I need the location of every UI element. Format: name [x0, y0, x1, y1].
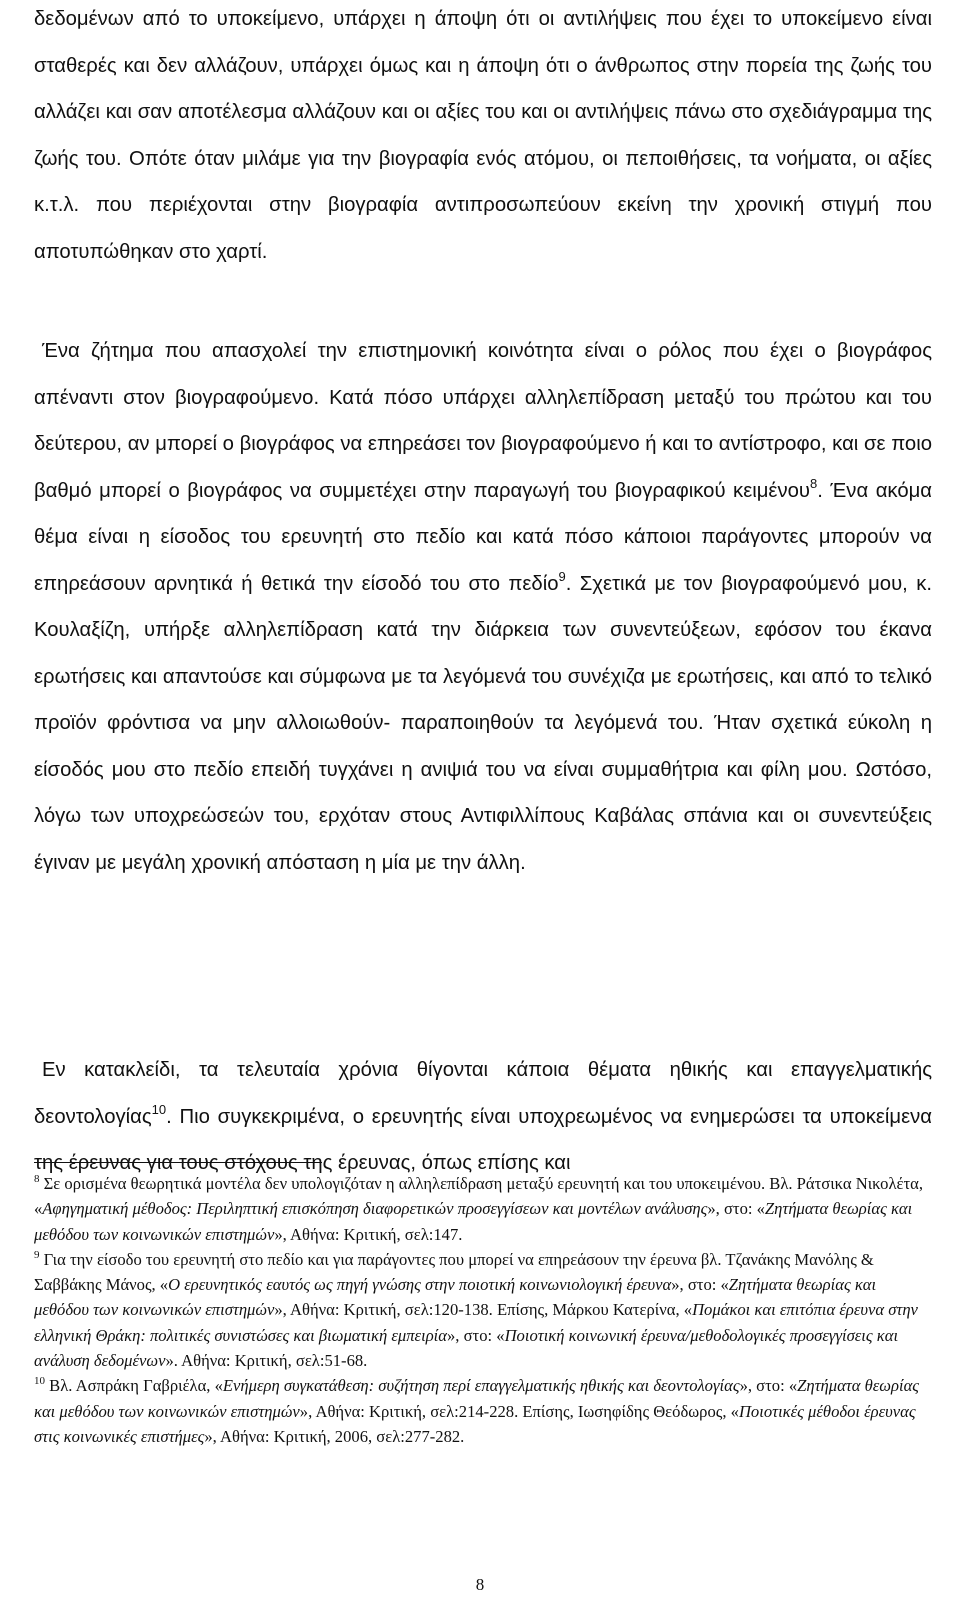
footnote-10: [34, 1373, 934, 1449]
footnote-text: », Αθήνα: Κριτική, σελ:120-138. Επίσης, Μάρκου Κατερίνα, «: [274, 1300, 693, 1320]
footnote-text: », στο: «: [447, 1325, 505, 1345]
footnote-text: », στο: «: [707, 1199, 765, 1219]
footnote-ref-10[interactable]: 10: [151, 1101, 167, 1117]
footnote-title: Ποιοτική κοινωνική έρευνα/μεθοδολογικές προσεγγίσεις και ανάλυση δεδομένων: [34, 1325, 899, 1371]
footnote-8: [34, 1171, 934, 1247]
footnote-text: ». Αθήνα: Κριτική, σελ:51-68.: [165, 1351, 368, 1371]
footnote-text: Βλ. Ασπράκη Γαβριέλα, «: [45, 1376, 223, 1396]
footnote-ref-9[interactable]: 9: [558, 568, 566, 584]
footnote-text: », στο: «: [739, 1376, 798, 1396]
footnotes: [34, 1171, 934, 1449]
paragraph-1: δεδομένων από το υποκείμενο, υπάρχει η άποψη ότι οι αντιλήψεις που έχει το υποκείμενο είναι σταθερές και δεν αλλάζουν, υπάρχει όμως και η άποψη ότι ο άνθρωπος στην πορεία της ζωής του αλλάζει και σαν αποτέλεσμα αλλάζουν και οι αξίες του και οι αντιλήψεις πάνω στο σχεδιάγραμμα της ζωής του. Οπότε όταν μιλάμε για την βιογραφία ενός ατόμου, οι πεποιθήσεις, τα νοήματα, οι αξίες κ.τ.λ. που περιέχονται στην βιογραφία αντιπροσωπεύουν εκείνη την χρονική στιγμή που αποτυπώθηκαν στο χαρτί.: [34, 8, 932, 263]
footnote-number: 9: [34, 1248, 40, 1261]
footnote-separator: [34, 1162, 322, 1163]
paragraph-3-text-1: Εν κατακλείδι, τα τελευταία χρόνια θίγονται κάποια θέματα ηθικής και επαγγελματικής δεοντολογίας: [34, 1059, 932, 1128]
footnote-number: 10: [34, 1375, 45, 1388]
footnote-title: Ζητήματα θεωρίας και μεθόδου των κοινωνικών επιστημών: [34, 1275, 877, 1320]
footnote-text: », Αθήνα: Κριτική, σελ:214-228. Επίσης, Ιωσηφίδης Θεόδωρος, «: [299, 1401, 739, 1421]
footnote-title: Ποιοτικές μέθοδοι έρευνας στις κοινωνικές επιστήμες: [34, 1401, 916, 1446]
paragraph-2: [34, 328, 932, 886]
footnote-text: Για την είσοδο του ερευνητή στο πεδίο και για παράγοντες που μπορεί να επηρεάσουν την έρευνα βλ. Τζανάκης Μανόλης & Σαββάκης Μάνος, «: [34, 1249, 874, 1295]
paragraph-2-text-2: . Ένα ακόμα θέμα είναι η είσοδος του ερευνητή στο πεδίο και κατά πόσο κάποιοι παράγοντες μπορούν να επηρεάσουν αρνητικά ή θετικά την είσοδό του στο πεδίο: [34, 479, 933, 595]
footnote-ref-8[interactable]: 8: [810, 475, 818, 491]
paragraph-3-text-2: . Πιο συγκεκριμένα, ο ερευνητής είναι υποχρεωμένος να ενημερώσει τα υποκείμενα της έρευνας για τους στόχους της έρευνας, όπως επίσης και: [34, 1105, 932, 1174]
paragraph-2-text-3: . Σχετικά με τον βιογραφούμενό μου, κ. Κουλαξίζη, υπήρξε αλληλεπίδραση κατά την διάρκεια των συνεντεύξεων, εφόσον του έκανα ερωτήσεις και απαντούσε και σύμφωνα με τα λεγόμενά του συνέχιζα με ερωτήσεις, και από το τελικό προϊόν φρόντισα να μην αλλοιωθούν- παραποιηθούν τα λεγόμενά του. Ήταν σχετικά εύκολη η είσοδός μου στο πεδίο επειδή τυγχάνει η ανιψιά του να είναι συμμαθήτρια και φίλη μου. Ωστόσο, λόγω των υποχρεώσεών του, ερχόταν στους Αντιφιλλίπους Καβάλας σπάνια και οι συνεντεύξεις έγιναν με μεγάλη χρονική απόσταση η μία με την άλλη.: [34, 572, 932, 874]
footnote-text: Σε ορισμένα θεωρητικά μοντέλα δεν υπολογιζόταν η αλληλεπίδραση μεταξύ ερευνητή και του υποκειμένου. Βλ. Ράτσικα Νικολέτα, «: [34, 1174, 923, 1219]
footnote-text: », στο: «: [671, 1275, 729, 1295]
paragraph-3: [34, 1047, 932, 1187]
footnote-title: Αφηγηματική μέθοδος: Περιληπτική επισκόπηση διαφορετικών προσεγγίσεων και μοντέλων ανάλυσης: [42, 1199, 708, 1219]
footnote-number: 8: [34, 1173, 40, 1185]
footnote-title: Ζητήματα θεωρίας και μεθόδου των κοινωνικών επιστημών: [34, 1199, 913, 1244]
footnote-title: Ενήμερη συγκατάθεση: συζήτηση περί επαγγελματικής ηθικής και δεοντολογίας: [222, 1376, 740, 1396]
footnote-title: Πομάκοι και επιτόπια έρευνα στην ελληνική Θράκη: πολιτικές συνιστώσες και βιωματική εμπειρία: [34, 1300, 918, 1345]
page-number: 8: [475, 1575, 485, 1594]
footnote-title: Ζητήματα θεωρίας και μεθόδου των κοινωνικών επιστημών: [34, 1376, 920, 1421]
paragraph-2-text-1: Ένα ζήτημα που απασχολεί την επιστημονική κοινότητα είναι ο ρόλος που έχει ο βιογράφος απέναντι στον βιογραφούμενο. Κατά πόσο υπάρχει αλληλεπίδραση μεταξύ του πρώτου και του δεύτερου, αν μπορεί ο βιογράφος να επηρεάσει τον βιογραφούμενο ή και το αντίστροφο, και σε ποιο βαθμό μπορεί ο βιογράφος να συμμετέχει στην παραγωγή του βιογραφικού κειμένου: [34, 340, 932, 502]
footnote-9: [34, 1247, 934, 1373]
footnote-title: Ο ερευνητικός εαυτός ως πηγή γνώσης στην ποιοτική κοινωνιολογική έρευνα: [168, 1275, 672, 1295]
footnote-text: », Αθήνα: Κριτική, 2006, σελ:277-282.: [204, 1426, 465, 1446]
footnote-text: », Αθήνα: Κριτική, σελ:147.: [274, 1224, 463, 1244]
